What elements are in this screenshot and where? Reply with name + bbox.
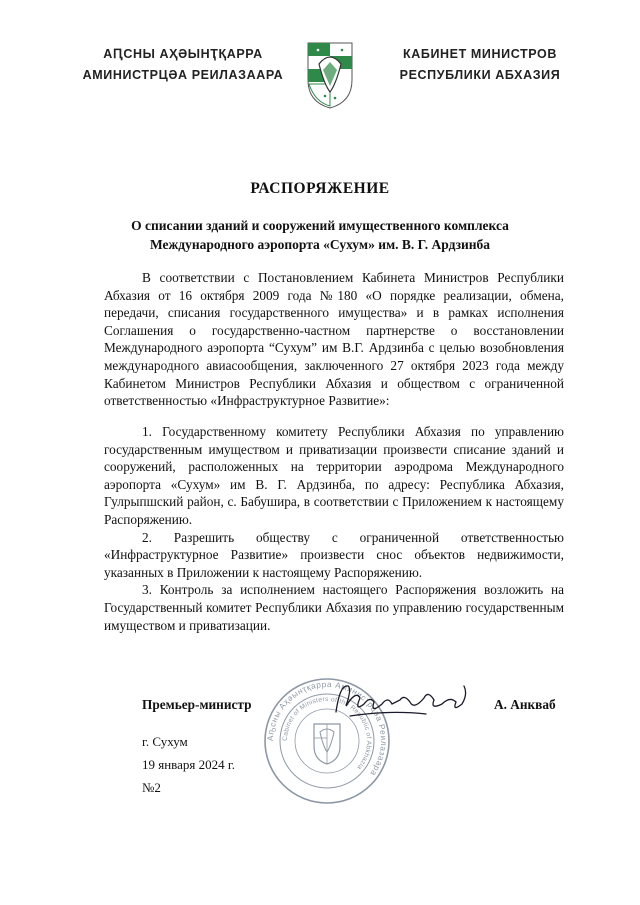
document-title: РАСПОРЯЖЕНИЕ [250, 180, 390, 197]
signatory-position: Премьер-министр [142, 697, 252, 712]
issue-date: 19 января 2024 г. [142, 757, 236, 772]
order-items [104, 423, 564, 634]
subject-line2: Международного аэропорта «Сухум» им. В. Г. Ардзинба [149, 237, 491, 252]
preamble-paragraph: В соответствии с Постановлением Кабинета Министров Республики Абхазия от 16 октября 2009 года №180 «О порядке реализации, обмена, передачи, списания государственного имущества» и в рамках исполнения Соглашения о государственно-частном партнерстве о восстановлении Международного аэропорта “Сухум” им В.Г. Ардзинба с целью возобновления международного авиасообщения, заключенного 27 октября 2023 года между Кабинетом Министров Республики Абхазия и обществом с ограниченной ответственностью «Инфраструктурное Развитие»: [104, 270, 564, 409]
subject-line1: О списании зданий и сооружений имущественного комплекса [131, 218, 509, 233]
header-russian [375, 44, 585, 86]
order-item-3: 3. Контроль за исполнением настоящего Распоряжения возложить на Государственный комитет Республики Абхазия по управлению государственным имуществом и приватизации. [104, 582, 564, 633]
issue-city: г. Сухум [142, 734, 188, 749]
preamble-block [104, 269, 564, 410]
document-subject [80, 216, 560, 254]
header-russian-line1: КАБИНЕТ МИНИСТРОВ [403, 47, 557, 61]
document-number: №2 [142, 780, 161, 795]
order-item-1: 1. Государственному комитету Республики Абхазия по управлению государственным имуществом и приватизации произвести списание зданий и сооружений, расположенных на территории аэродрома Международного аэропорта «Сухум» им В. Г. Ардзинба, по адресу: Республика Абхазия, Гулрыпшский район, с. Бабушира, в соответствии с Приложением к настоящему Распоряжению. [104, 424, 564, 527]
order-item-2: 2. Разрешить обществу с ограниченной ответственностью «Инфраструктурное Развитие» произвести снос объектов недвижимости, указанных в Приложении к настоящему Распоряжению. [104, 529, 564, 580]
header-abkhaz [78, 44, 288, 86]
svg-text:Аҧсны Аҳәынҭқарра Аминистрцәа: Аҧсны Аҳәынҭқарра Аминистрцәа Реилазаара [265, 679, 389, 778]
handwritten-signature [330, 676, 480, 726]
header-russian-line2: РЕСПУБЛИКИ АБХАЗИЯ [399, 68, 561, 82]
svg-text:Cabinet of Ministers of the Re: Cabinet of Ministers of the Republic of Abkhazia [281, 695, 373, 771]
header-abkhaz-line2: АМИНИСТРЦӘА РЕИЛАЗААРА [82, 68, 284, 82]
coat-of-arms-emblem [305, 40, 355, 110]
header-abkhaz-line1: АԤСНЫ АҲӘЫНҬҚАРРА [103, 47, 263, 61]
signatory-name: А. Анкваб [494, 697, 556, 712]
